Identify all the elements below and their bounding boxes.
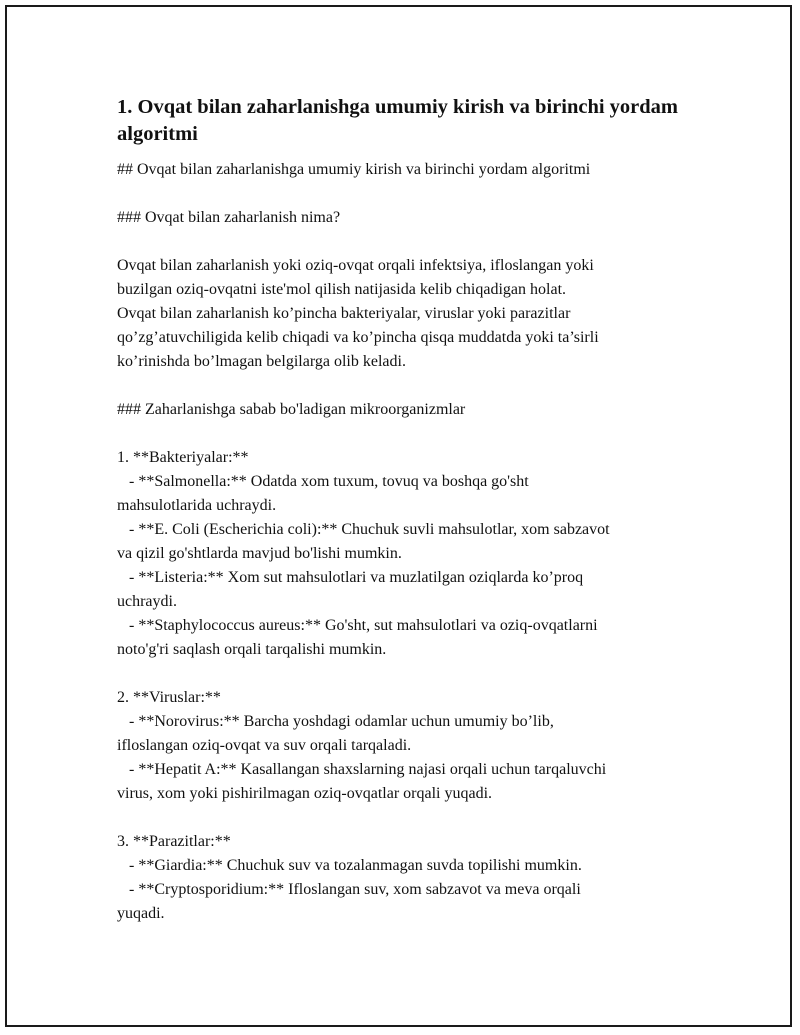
heading-h2: ## Ovqat bilan zaharlanishga umumiy kirish va birinchi yordam algoritmi bbox=[117, 161, 591, 178]
list-item: va qizil go'shtlarda mavjud bo'lishi mumkin. bbox=[117, 545, 402, 562]
list-item: noto'g'ri saqlash orqali tarqalishi mumkin. bbox=[117, 641, 387, 658]
list-item: - **Listeria:** Xom sut mahsulotlari va muzlatilgan oziqlarda ko’proq bbox=[117, 569, 584, 586]
spacer bbox=[117, 806, 697, 830]
spacer bbox=[117, 422, 697, 446]
list-item: uchraydi. bbox=[117, 593, 177, 610]
list-item: yuqadi. bbox=[117, 905, 165, 922]
list-item: - **Salmonella:** Odatda xom tuxum, tovuq va boshqa go'sht bbox=[117, 473, 529, 490]
list-item: - **Norovirus:** Barcha yoshdagi odamlar uchun umumiy bo’lib, bbox=[117, 713, 554, 730]
list-item: 2. **Viruslar:** bbox=[117, 689, 221, 706]
virus-section bbox=[117, 686, 697, 806]
list-item: - **Cryptosporidium:** Ifloslangan suv, xom sabzavot va meva orqali bbox=[117, 881, 581, 898]
heading-h3-causes: ### Zaharlanishga sabab bo'ladigan mikroorganizmlar bbox=[117, 401, 466, 418]
spacer bbox=[117, 662, 697, 686]
spacer bbox=[117, 230, 697, 254]
heading-h3-what: ### Ovqat bilan zaharlanish nima? bbox=[117, 209, 341, 226]
intro-paragraph bbox=[117, 254, 697, 374]
spacer bbox=[117, 182, 697, 206]
intro-line: Ovqat bilan zaharlanish yoki oziq-ovqat orqali infektsiya, ifloslangan yoki bbox=[117, 257, 594, 274]
intro-line: ko’rinishda bo’lmagan belgilarga olib keladi. bbox=[117, 353, 406, 370]
bacteria-section bbox=[117, 446, 697, 662]
list-item: - **Staphylococcus aureus:** Go'sht, sut mahsulotlari va oziq-ovqatlarni bbox=[117, 617, 598, 634]
spacer bbox=[117, 374, 697, 398]
list-item: - **E. Coli (Escherichia coli):** Chuchuk suvli mahsulotlar, xom sabzavot bbox=[117, 521, 610, 538]
list-item: - **Hepatit A:** Kasallangan shaxslarning najasi orqali uchun tarqaluvchi bbox=[117, 761, 607, 778]
page-title: 1. Ovqat bilan zaharlanishga umumiy kirish va birinchi yordam algoritmi bbox=[117, 96, 678, 145]
intro-line: qo’zg’atuvchiligida kelib chiqadi va ko’pincha qisqa muddatda yoki ta’sirli bbox=[117, 329, 599, 346]
list-item: ifloslangan oziq-ovqat va suv orqali tarqaladi. bbox=[117, 737, 412, 754]
list-item: 3. **Parazitlar:** bbox=[117, 833, 231, 850]
list-item: 1. **Bakteriyalar:** bbox=[117, 449, 249, 466]
list-item: mahsulotlarida uchraydi. bbox=[117, 497, 277, 514]
intro-line: buzilgan oziq-ovqatni iste'mol qilish natijasida kelib chiqadigan holat. bbox=[117, 281, 567, 298]
list-item: - **Giardia:** Chuchuk suv va tozalanmagan suvda topilishi mumkin. bbox=[117, 857, 582, 874]
document-body bbox=[117, 94, 697, 926]
intro-line: Ovqat bilan zaharlanish ko’pincha bakteriyalar, viruslar yoki parazitlar bbox=[117, 305, 571, 322]
parasite-section bbox=[117, 830, 697, 926]
list-item: virus, xom yoki pishirilmagan oziq-ovqatlar orqali yuqadi. bbox=[117, 785, 493, 802]
